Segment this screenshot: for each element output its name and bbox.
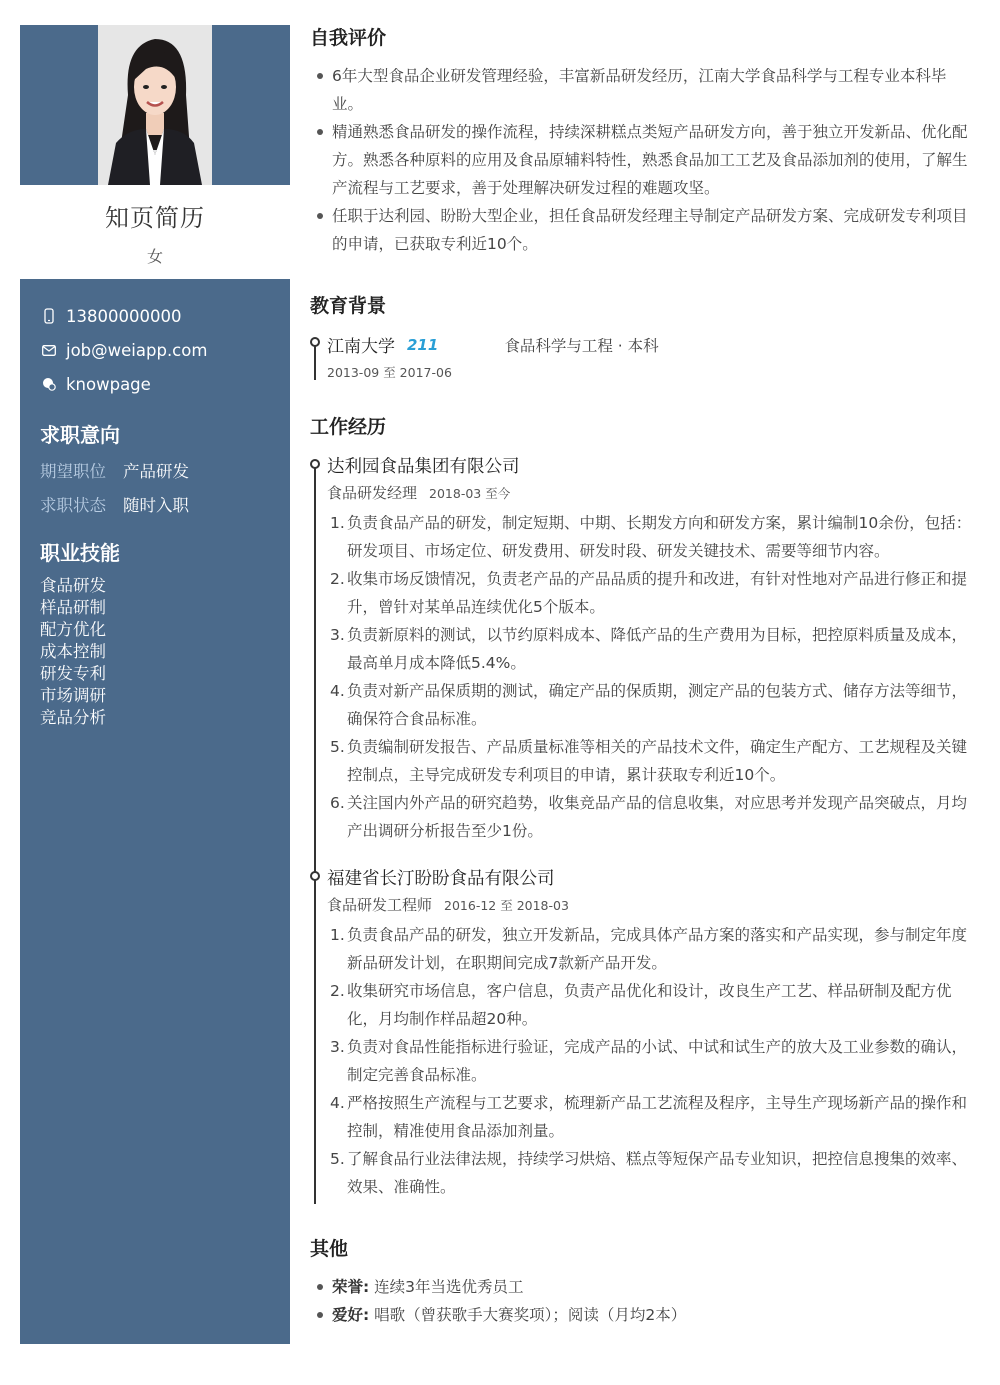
duty-text: 收集市场反馈情况，负责老产品的产品品质的提升和改进，有针对性地对产品进行修正和提升，曾针对某单品连续优化5个版本。 bbox=[347, 570, 968, 616]
duty-text: 负责新原料的测试，以节约原料成本、降低产品的生产费用为目标，把控原料质量及成本，最高单月成本降低5.4%。 bbox=[347, 626, 968, 672]
skill-item: 样品研制 bbox=[40, 598, 106, 617]
status-label: 求职状态 bbox=[40, 496, 106, 515]
intent-position bbox=[40, 458, 189, 482]
other-heading: 其他 bbox=[310, 1238, 349, 1260]
honor-value: 连续3年当选优秀员工 bbox=[374, 1278, 524, 1296]
email-text: job@weiapp.com bbox=[66, 340, 208, 360]
honor-item bbox=[332, 1273, 972, 1301]
duty-item: 5. 负责编制研发报告、产品质量标准等相关的产品技术文件，确定生产配方、工艺规程及关键控制点，主导完成研发专利项目的申请，累计获取专利近10个。 bbox=[330, 738, 968, 784]
self-eval-item: 精通熟悉食品研发的操作流程，持续深耕糕点类短产品研发方向，善于独立开发新品、优化配方。熟悉各种原料的应用及食品原辅料特性，熟悉食品加工工艺及食品添加剂的使用，了解生产流程与工艺要求，善于处理解决研发过程的难题攻坚。 bbox=[332, 118, 977, 202]
duty-item: 2. 收集市场反馈情况，负责老产品的产品品质的提升和改进，有针对性地对产品进行修正和提升，曾针对某单品连续优化5个版本。 bbox=[330, 570, 968, 616]
duty-text: 负责食品产品的研发，制定短期、中期、长期发方向和研发方案，累计编制10余份，包括：研发项目、市场定位、研发费用、研发时段、研发关键技术、需要等细节内容。 bbox=[347, 514, 972, 560]
duty-text: 了解食品行业法律法规，持续学习烘焙、糕点等短保产品专业知识，把控信息搜集的效率、效果、准确性。 bbox=[347, 1150, 968, 1196]
phone-text: 13800000000 bbox=[66, 306, 182, 326]
job-role bbox=[327, 894, 569, 915]
duty-item: 3. 负责对食品性能指标进行验证，完成产品的小试、中试和试生产的放大及工业参数的确认，制定完善食品标准。 bbox=[330, 1038, 968, 1084]
school-badge: 211 bbox=[407, 335, 439, 354]
timeline-dot bbox=[310, 871, 320, 881]
timeline-dot bbox=[310, 337, 320, 347]
phone-icon bbox=[42, 308, 56, 324]
education-entry bbox=[327, 332, 659, 357]
job-role bbox=[327, 482, 510, 503]
duty-item: 5. 了解食品行业法律法规，持续学习烘焙、糕点等短保产品专业知识，把控信息搜集的效率、效果、准确性。 bbox=[330, 1150, 968, 1196]
self-eval-heading: 自我评价 bbox=[310, 27, 387, 49]
intent-status bbox=[40, 492, 189, 516]
education-heading: 教育背景 bbox=[310, 295, 387, 317]
hobby-value: 唱歌（曾获歌手大赛奖项）；阅读（月均2本） bbox=[374, 1306, 687, 1324]
duty-item: 4. 负责对新产品保质期的测试，确定产品的保质期，测定产品的包装方式、储存方法等细节，确保符合食品标准。 bbox=[330, 682, 968, 728]
duty-item: 6. 关注国内外产品的研究趋势，收集竞品产品的信息收集，对应思考并发现产品突破点，月均产出调研分析报告至少1份。 bbox=[330, 794, 968, 840]
duty-text: 关注国内外产品的研究趋势，收集竞品产品的信息收集，对应思考并发现产品突破点，月均产出调研分析报告至少1份。 bbox=[347, 794, 968, 840]
duty-text: 严格按照生产流程与工艺要求，梳理新产品工艺流程及程序，主导生产现场新产品的操作和控制，精准使用食品添加剂量。 bbox=[347, 1094, 968, 1140]
duty-text: 负责编制研发报告、产品质量标准等相关的产品技术文件，确定生产配方、工艺规程及关键控制点，主导完成研发专利项目的申请，累计获取专利近10个。 bbox=[347, 738, 968, 784]
skill-item: 配方优化 bbox=[40, 620, 106, 639]
position-value: 产品研发 bbox=[123, 462, 189, 481]
job-duties bbox=[327, 921, 972, 1201]
skill-item: 竞品分析 bbox=[40, 708, 106, 727]
duty-item: 1. 负责食品产品的研发，独立开发新品，完成具体产品方案的落实和产品实现，参与制定年度新品研发计划，在职期间完成7款新产品开发。 bbox=[330, 926, 968, 972]
duty-text: 负责对食品性能指标进行验证，完成产品的小试、中试和试生产的放大及工业参数的确认，制定完善食品标准。 bbox=[347, 1038, 968, 1084]
status-value: 随时入职 bbox=[123, 496, 189, 515]
company-name: 福建省长汀盼盼食品有限公司 bbox=[327, 869, 555, 889]
mail-icon bbox=[42, 342, 56, 358]
contact-email[interactable] bbox=[42, 338, 207, 362]
hobby-item bbox=[332, 1301, 972, 1329]
intent-heading: 求职意向 bbox=[40, 423, 120, 447]
job-duties bbox=[327, 509, 972, 845]
job-period: 2016-12 至 2018-03 bbox=[444, 898, 569, 913]
skill-item: 食品研发 bbox=[40, 576, 106, 595]
timeline-dot bbox=[310, 459, 320, 469]
self-eval-item: 6年大型食品企业研发管理经验，丰富新品研发经历，江南大学食品科学与工程专业本科毕业。 bbox=[332, 62, 977, 118]
skills-heading: 职业技能 bbox=[40, 541, 120, 565]
self-eval-list bbox=[332, 62, 977, 258]
duty-item: 3. 负责新原料的测试，以节约原料成本、降低产品的生产费用为目标，把控原料质量及成本，最高单月成本降低5.4%。 bbox=[330, 626, 968, 672]
globe-icon bbox=[42, 376, 56, 392]
position-label: 期望职位 bbox=[40, 462, 106, 481]
candidate-name: 知页简历 bbox=[105, 204, 205, 232]
sidebar bbox=[20, 279, 290, 1344]
contact-phone[interactable] bbox=[42, 304, 181, 328]
school-name: 江南大学 bbox=[327, 337, 395, 357]
duty-item: 4. 严格按照生产流程与工艺要求，梳理新产品工艺流程及程序，主导生产现场新产品的操作和控制，精准使用食品添加剂量。 bbox=[330, 1094, 968, 1140]
role-title: 食品研发工程师 bbox=[327, 896, 433, 914]
honor-label: 荣誉: bbox=[332, 1278, 370, 1296]
duty-text: 负责对新产品保质期的测试，确定产品的保质期，测定产品的包装方式、储存方法等细节，确保符合食品标准。 bbox=[347, 682, 968, 728]
skills-list bbox=[40, 575, 106, 729]
duty-text: 收集研究市场信息，客户信息，负责产品优化和设计，改良生产工艺、样品研制及配方优化，月均制作样品超20种。 bbox=[347, 982, 952, 1028]
work-heading: 工作经历 bbox=[310, 416, 387, 438]
contact-website[interactable] bbox=[42, 372, 151, 396]
profile-photo bbox=[98, 25, 212, 185]
self-eval-item: 任职于达利园、盼盼大型企业，担任食品研发经理主导制定产品研发方案、完成研发专利项目的申请，已获取专利近10个。 bbox=[332, 202, 977, 258]
duty-text: 负责食品产品的研发，独立开发新品，完成具体产品方案的落实和产品实现，参与制定年度新品研发计划，在职期间完成7款新产品开发。 bbox=[347, 926, 968, 972]
website-text: knowpage bbox=[66, 374, 151, 394]
skill-item: 成本控制 bbox=[40, 642, 106, 661]
skill-item: 研发专利 bbox=[40, 664, 106, 683]
other-list bbox=[332, 1273, 972, 1329]
hobby-label: 爱好: bbox=[332, 1306, 370, 1324]
work-timeline bbox=[314, 462, 316, 1204]
role-title: 食品研发经理 bbox=[327, 484, 418, 502]
duty-item: 2. 收集研究市场信息，客户信息，负责产品优化和设计，改良生产工艺、样品研制及配方优化，月均制作样品超20种。 bbox=[330, 982, 952, 1028]
skill-item: 市场调研 bbox=[40, 686, 106, 705]
job-period: 2018-03 至今 bbox=[429, 486, 511, 501]
company-name: 达利园食品集团有限公司 bbox=[327, 457, 520, 477]
candidate-gender: 女 bbox=[146, 247, 163, 266]
education-major: 食品科学与工程 · 本科 bbox=[504, 336, 659, 355]
duty-item: 1. 负责食品产品的研发，制定短期、中期、长期发方向和研发方案，累计编制10余份，包括：研发项目、市场定位、研发费用、研发时段、研发关键技术、需要等细节内容。 bbox=[330, 514, 972, 560]
education-period: 2013-09 至 2017-06 bbox=[327, 365, 452, 380]
